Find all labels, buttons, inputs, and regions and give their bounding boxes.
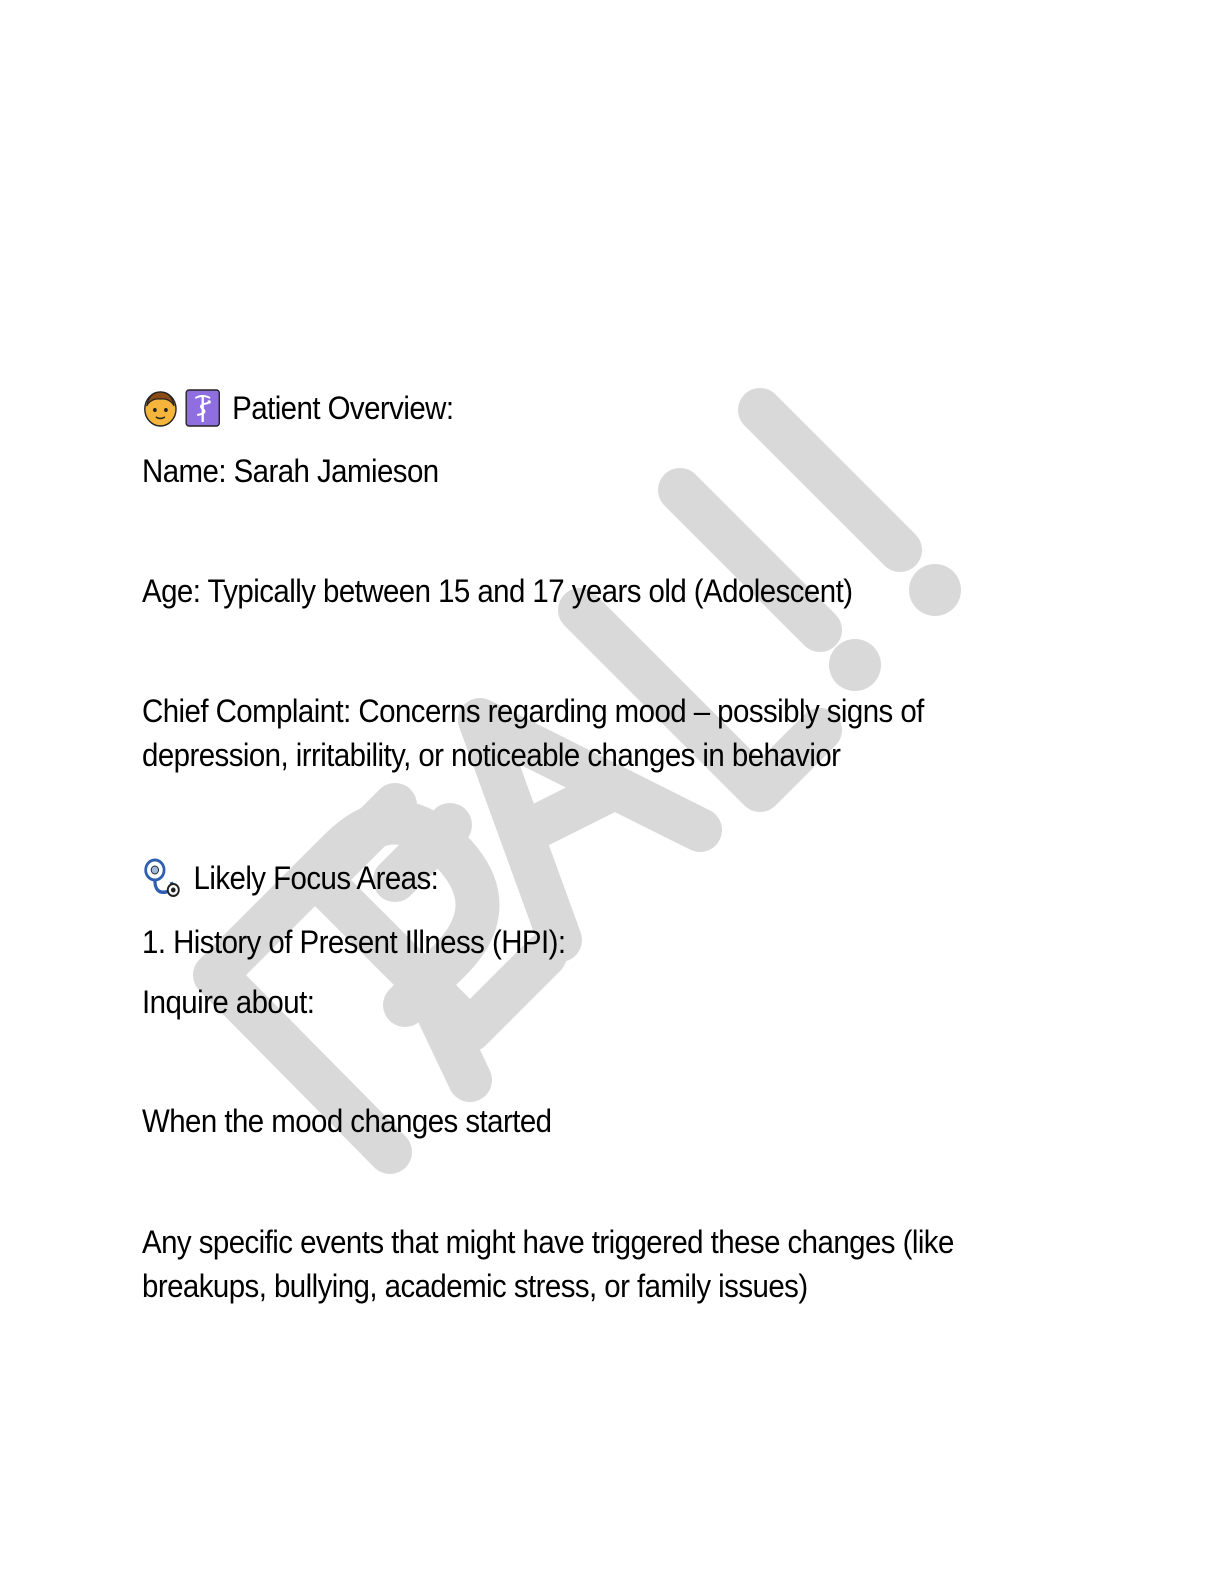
stethoscope-icon [142, 856, 182, 900]
medical-staff-icon [184, 388, 221, 428]
inquire-label: Inquire about: [142, 984, 315, 1020]
list-item-when-started: When the mood changes started [142, 1103, 552, 1139]
patient-overview-heading: Patient Overview: [232, 390, 454, 426]
focus-areas-heading-row [142, 856, 438, 900]
list-item-triggers-line-2: breakups, bullying, academic stress, or family issues) [142, 1268, 808, 1304]
list-item-triggers-line-1: Any specific events that might have triggered these changes (like [142, 1224, 954, 1260]
hpi-heading: 1. History of Present Illness (HPI): [142, 924, 566, 960]
boy-face-icon [142, 388, 179, 428]
patient-name-line: Name: Sarah Jamieson [142, 453, 439, 489]
chief-complaint-line-2: depression, irritability, or noticeable changes in behavior [142, 737, 841, 773]
chief-complaint-line-1: Chief Complaint: Concerns regarding mood – possibly signs of [142, 693, 924, 729]
patient-age-line: Age: Typically between 15 and 17 years old (Adolescent) [142, 573, 853, 609]
focus-areas-heading: Likely Focus Areas: [193, 860, 439, 896]
patient-overview-heading-row [142, 386, 453, 430]
